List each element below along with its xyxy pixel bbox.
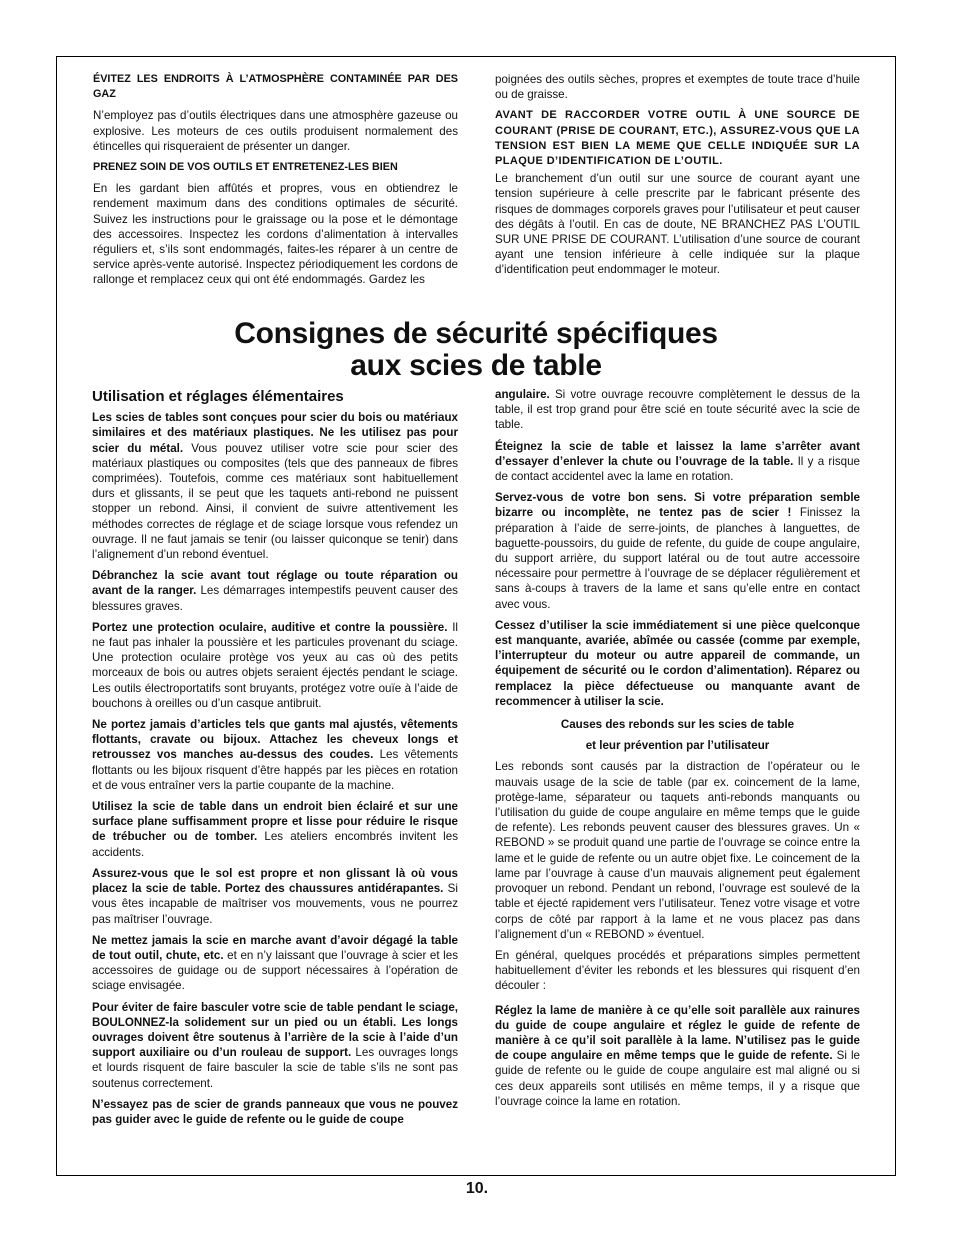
- kickback-heading: et leur prévention par l’utilisateur: [585, 739, 770, 753]
- body-text: En les gardant bien affûtés et propres, vous en obtiendrez le rendement maximum dans des conditions optimales de sécurité. Suivez les instructions pour le graissage ou la pose et le démontage des accessoires. Inspectez les cordons d’alimentation à intervalles réguliers et, s’ils sont endommagés, faites-les réparer à un centre de service après-vente autorisé. Inspectez périodiquement les cordons de rallonge et remplacez ceux qui ont été endommagés. Gardez les: [93, 182, 458, 287]
- section-heading: AVANT DE RACCORDER VOTRE OUTIL À UNE SOURCE DE COURANT (PRISE DE COURANT, ETC.), ASSUREZ-VOUS QUE LA TENSION EST BIEN LA MEME QUE CELLE INDIQUÉE SUR LA PLAQUE D’IDENTIFICATION DE L’OUTIL.: [495, 109, 860, 168]
- kickback-heading: Causes des rebonds sur les scies de table: [560, 718, 795, 732]
- page-title: [56, 318, 896, 382]
- body-paragraph: [92, 568, 458, 614]
- bold-lead: Assurez-vous que le sol est propre et non glissant là où vous placez la scie de table. Portez des chaussures antidérapantes.: [92, 866, 458, 896]
- bold-lead: Ne portez jamais d’articles tels que gants mal ajustés, vêtements flottants, cravate ou bijoux. Attachez les cheveux longs et retroussez vos manches au-dessus des coudes.: [92, 718, 458, 762]
- bold-lead: Pour éviter de faire basculer votre scie de table pendant le sciage, BOULONNEZ-la solidement sur un pied ou un établi. Les longs ouvrages doivent être soutenus à l’arrière de la scie à l’aide d’un support auxiliaire ou d’un rouleau de support.: [92, 1000, 458, 1060]
- section-heading: ÉVITEZ LES ENDROITS À L’ATMOSPHÈRE CONTAMINÉE PAR DES GAZ: [93, 73, 458, 101]
- body-text: Les démarrages intempestifs peuvent causer des blessures graves.: [92, 584, 458, 613]
- body-paragraph: [495, 387, 860, 433]
- section-heading: PRENEZ SOIN DE VOS OUTILS ET ENTRETENEZ-LES BIEN: [93, 161, 398, 174]
- body-paragraph: [92, 410, 458, 562]
- bold-lead: angulaire.: [495, 388, 550, 401]
- body-text: Il ne faut pas inhaler la poussière et les particules provenant du sciage. Une protection oculaire protège vos yeux au cas où des petits morceaux de bois ou autres objets seraient éjectés pendant le sciage. Les outils électroportatifs sont bruyants, protégez votre ouïe à l’aide de bouchons à oreilles ou d’un casque antibruit.: [92, 620, 458, 710]
- body-text: Si le guide de refente ou le guide de coupe angulaire est mal aligné ou si ces deux appareils sont utilisés en même temps, il y a risque que l’ouvrage coince la lame en rotation.: [495, 1049, 860, 1108]
- page-number: 10.: [465, 1180, 489, 1197]
- top-left-column: [93, 72, 458, 294]
- body-text: Si votre ouvrage recouvre complètement le dessus de la table, il est trop grand pour être scié en toute sécurité avec la scie de table.: [495, 388, 860, 432]
- body-text: Le branchement d’un outil sur une source de courant ayant une tension supérieure à celle prescrite par le fabricant présente des risques de dommages corporels graves pour l’utilisateur et peut causer des dégâts à l’outil. En cas de doute, NE BRANCHEZ PAS L’OUTIL SUR UNE PRISE DE COURANT. L’utilisation d’une source de courant ayant une tension inférieure à celle indiquée sur la plaque d’identification peut endommager le moteur.: [495, 172, 860, 277]
- body-paragraph: [92, 1097, 458, 1127]
- lower-left-column: [92, 389, 458, 1133]
- body-paragraph: [92, 717, 458, 793]
- bold-lead: Ne mettez jamais la scie en marche avant d’avoir dégagé la table de tout outil, chute, etc.: [92, 933, 458, 962]
- lower-right-column: [495, 387, 860, 1115]
- body-paragraph: [495, 490, 860, 612]
- body-text: Les ouvrages longs et lourds risquent de faire basculer la scie de table s’ils ne sont pas soutenus correctement.: [92, 1046, 458, 1090]
- body-paragraph: [495, 1003, 860, 1109]
- body-text: Vous pouvez utiliser votre scie pour scier des matériaux plastiques ou composites (tels que des panneaux de fibres comprimées). Toutefois, comme ces matériaux sont habituellement durs et glissants, il se peut que les taquets anti-rebond ne puissent stopper un rebond. Ainsi, il convient de suivre attentivement les méthodes correctes de réglage et de sciage lorsque vous refendez un ouvrage. Il ne faut jamais se tenir (ou laisser quiconque se tenir) dans l’alignement d’un rebond éventuel.: [92, 441, 458, 562]
- body-text: Il y a risque de contact accidentel avec la lame en rotation.: [495, 454, 860, 484]
- bold-lead: Les scies de tables sont conçues pour scier du bois ou matériaux similaires et des matériaux plastiques. Ne les utilisez pas pour scier du métal.: [92, 411, 458, 455]
- body-paragraph: [92, 620, 458, 711]
- page-title-line: aux scies de table: [350, 349, 602, 382]
- bold-lead: Portez une protection oculaire, auditive et contre la poussière.: [92, 620, 448, 634]
- bold-lead: Utilisez la scie de table dans un endroit bien éclairé et sur une surface plane suffisamment propre et lisse pour réduire le risque de trébucher ou de tomber.: [92, 800, 458, 844]
- bold-lead: Débranchez la scie avant tout réglage ou toute réparation ou avant de la ranger.: [92, 569, 458, 598]
- body-text: Les rebonds sont causés par la distraction de l’opérateur ou le mauvais usage de la scie de table (par ex. coincement de la lame, protège-lame, séparateur ou taquets anti-rebonds manquants ou l’utilisation du guide de coupe angulaire en même temps que le guide de refente). Les rebonds peuvent causer des blessures graves. Un « REBOND » se produit quand une partie de l’ouvrage se coince entre la lame et le guide de refente ou un autre objet fixe. Le coincement de la lame par l’ouvrage à cause d’un mauvais alignement peut également provoquer un rebond. Pendant un rebond, l’ouvrage est soulevé de la table et éjecté rapidement vers l’utilisateur. Tenez votre visage et votre corps de côté par rapport à la lame et ne vous placez pas dans l’alignement d’un « REBOND » éventuel.: [495, 760, 860, 941]
- body-paragraph: [92, 933, 458, 994]
- body-text: et en n’y laissant que l’ouvrage à scier et les accessoires de guidage ou de support nécessaires à l’opération de sciage envisagée.: [92, 948, 459, 993]
- body-text: Si vous êtes incapable de maîtriser vos mouvements, vous ne pourrez pas maîtriser l’ouvrage.: [92, 882, 458, 926]
- body-paragraph: [92, 1000, 458, 1091]
- body-text: En général, quelques procédés et préparations simples permettent habituellement d’éviter les rebonds et les blessures qui risquent d’en découler :: [495, 948, 860, 993]
- body-paragraph: [495, 618, 860, 709]
- body-text: Les vêtements flottants ou les bijoux risquent d’être happés par les pièces en rotation et de vous entraîner vers la partie coupante de la machine.: [92, 748, 459, 792]
- body-text: Finissez la préparation à l’aide de serre-joints, de planches à languettes, de baguette-poussoirs, du guide de refente, du guide de coupe angulaire, du support arrière, du support latéral ou de tout autre accessoire nécessaire pour permettre à l’ouvrage de se déplacer régulièrement et sans à-coups à travers de la lame et sans qu’elle entre en contact avec vous.: [495, 506, 860, 611]
- bold-lead: Cessez d’utiliser la scie immédiatement si une pièce quelconque est manquante, avariée, abîmée ou cassée (comme par exemple, l’interrupteur du moteur ou autre appareil de commande, un équipement de sécurité ou le cordon d’alimentation). Réparez ou remplacez la pièce défectueuse ou manquante avant de recommencer à utiliser la scie.: [495, 618, 860, 708]
- body-text: poignées des outils sèches, propres et exemptes de toute trace d’huile ou de graisse.: [495, 73, 860, 102]
- top-right-column: [495, 72, 860, 284]
- bold-lead: Réglez la lame de manière à ce qu’elle soit parallèle aux rainures du guide de coupe angulaire et réglez le guide de refente de manière à ce qu’il soit parallèle à la lame. N’utilisez pas le guide de coupe angulaire en même temps que le guide de refente.: [495, 1003, 860, 1063]
- subsection-heading: Utilisation et réglages élémentaires: [92, 388, 344, 405]
- bold-lead: Éteignez la scie de table et laissez la lame s’arrêter avant d’essayer d’enlever la chute ou l’ouvrage de la table.: [495, 439, 860, 468]
- body-text: N’employez pas d’outils électriques dans une atmosphère gazeuse ou explosive. Les moteurs de ces outils produisent normalement des étincelles qui risqueraient de présenter un danger.: [93, 109, 458, 153]
- body-paragraph: [92, 799, 458, 860]
- bold-lead: N’essayez pas de scier de grands panneaux que vous ne pouvez pas guider avec le guide de refente ou le guide de coupe: [92, 1097, 458, 1126]
- bold-lead: Servez-vous de votre bon sens. Si votre préparation semble bizarre ou incomplète, ne tentez pas de scier !: [495, 491, 860, 520]
- page-title-line: Consignes de sécurité spécifiques: [234, 317, 718, 350]
- body-paragraph: [495, 439, 860, 485]
- body-text: Les ateliers encombrés invitent les accidents.: [92, 830, 458, 859]
- body-paragraph: [92, 866, 458, 927]
